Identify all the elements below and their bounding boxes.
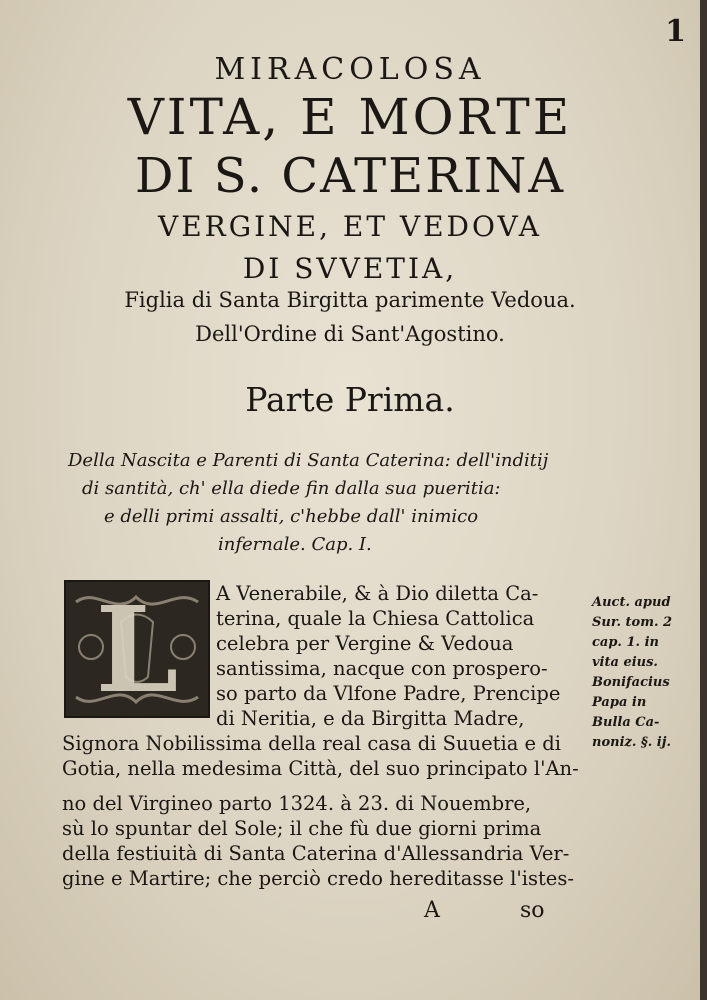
body-line: sù lo spuntar del Sole; il che fù due giorni prima bbox=[62, 817, 542, 840]
chapter-heading-line: Della Nascita e Parenti di Santa Caterina: dell'inditij bbox=[68, 450, 549, 471]
chapter-heading-line: infernale. Cap. I. bbox=[218, 534, 372, 555]
body-line: celebra per Vergine & Vedoua bbox=[216, 632, 514, 655]
body-line: Gotia, nella medesima Città, del suo principato l'An- bbox=[62, 757, 579, 780]
body-line: so parto da Vlfone Padre, Prencipe bbox=[216, 682, 561, 705]
margin-note: Auct. apud bbox=[592, 595, 671, 610]
title-line-4: VERGINE, ET VEDOVA bbox=[157, 210, 543, 243]
subtitle-line-2: Dell'Ordine di Sant'Agostino. bbox=[195, 322, 505, 346]
margin-note: vita eius. bbox=[592, 655, 658, 670]
title-line-1: MIRACOLOSA bbox=[214, 52, 486, 87]
decorated-initial bbox=[64, 580, 210, 718]
body-line: gine e Martire; che perciò credo hereditasse l'istes- bbox=[62, 867, 574, 890]
chapter-heading-line: e delli primi assalti, c'hebbe dall' inimico bbox=[104, 506, 479, 527]
subtitle-line-1: Figlia di Santa Birgitta parimente Vedoua. bbox=[124, 288, 576, 312]
title-line-5: DI SVVETIA, bbox=[242, 252, 458, 285]
body-line: terina, quale la Chiesa Cattolica bbox=[216, 607, 535, 630]
margin-note: Bonifacius bbox=[592, 675, 670, 690]
margin-note: Bulla Ca- bbox=[592, 715, 660, 730]
title-line-3: DI S. CATERINA bbox=[135, 148, 565, 204]
chapter-heading-line: di santità, ch' ella diede fin dalla sua pueritia: bbox=[82, 478, 501, 499]
part-title: Parte Prima. bbox=[245, 380, 455, 419]
margin-note: Papa in bbox=[592, 695, 647, 710]
body-line: santissima, nacque con prospero- bbox=[216, 657, 548, 680]
signature-mark: A bbox=[424, 898, 440, 923]
margin-note: noniz. §. ij. bbox=[592, 735, 671, 750]
margin-note: Sur. tom. 2 bbox=[592, 615, 673, 630]
title-line-2: VITA, E MORTE bbox=[127, 88, 573, 146]
body-line: no del Virgineo parto 1324. à 23. di Nouembre, bbox=[62, 792, 532, 815]
page-number: 1 bbox=[665, 14, 686, 49]
dropcap-letter: L bbox=[95, 580, 179, 719]
margin-note: cap. 1. in bbox=[592, 635, 659, 650]
body-line: di Neritia, e da Birgitta Madre, bbox=[216, 707, 525, 730]
body-line: della festiuità di Santa Caterina d'Allessandria Ver- bbox=[62, 842, 570, 865]
catchword: so bbox=[520, 898, 545, 923]
body-line: A Venerabile, & à Dio diletta Ca- bbox=[216, 582, 539, 605]
body-line: Signora Nobilissima della real casa di Suuetia e di bbox=[62, 732, 561, 755]
page-edge bbox=[700, 0, 707, 1000]
